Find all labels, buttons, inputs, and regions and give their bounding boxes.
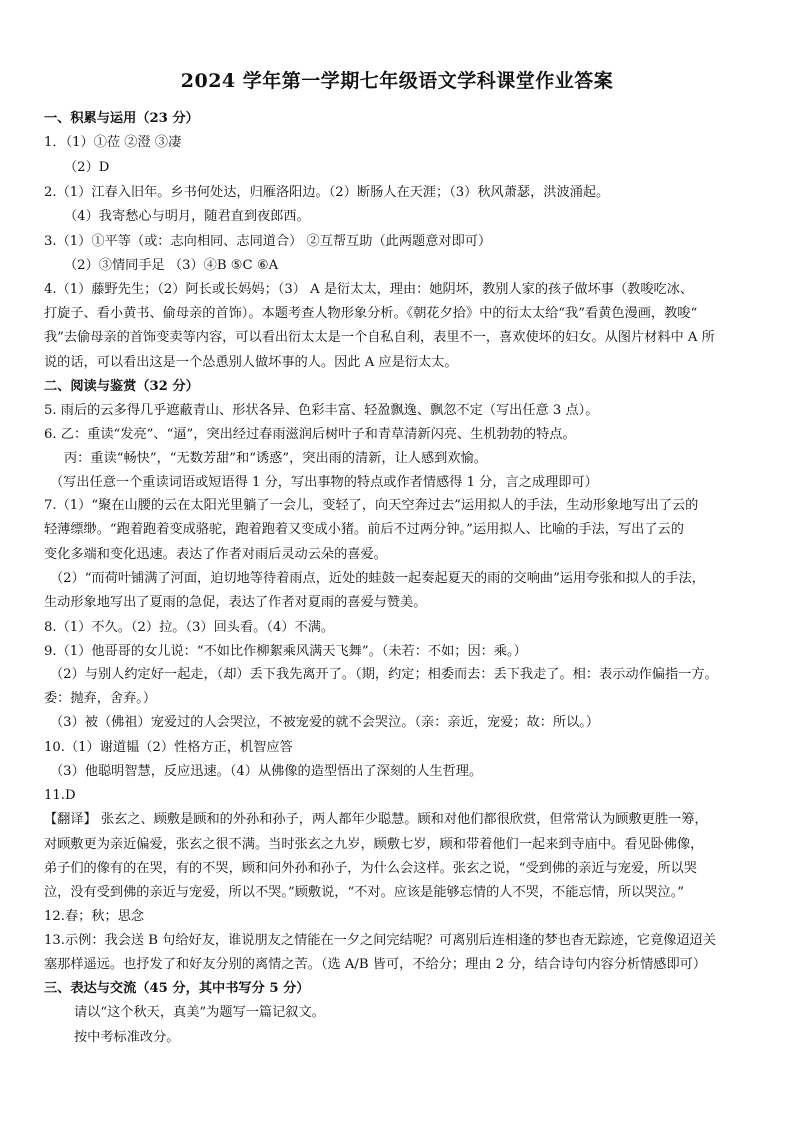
answer-line: 8.（1）不久。（2）拉。（3）回头看。（4）不满。 (44, 620, 335, 635)
answer-line: （3）他聪明智慧，反应迅速。（4）从佛像的造型悟出了深刻的人生哲理。 (50, 764, 483, 779)
section-heading-2: 二、阅读与鉴赏（32 分） (44, 379, 199, 394)
translation-line: 对顾敷更为亲近偏爱，张玄之很不满。当时张玄之九岁，顾敷七岁，顾和带着他们一起来到寺庙中。看见卧佛像， (44, 837, 704, 852)
answer-line: 请以“这个秋天，真美”为题写一篇记叙文。 (74, 1005, 325, 1020)
answer-line: 变化多端和变化迅速。表达了作者对雨后灵动云朵的喜爱。 (44, 547, 387, 562)
answer-line: （写出任意一个重读词语或短语得 1 分，写出事物的特点或作者情感得 1 分，言之成理即可） (50, 475, 598, 490)
answer-line: （2）③情同手足 （3）④B ⑤C ⑥A (64, 258, 279, 273)
answer-line: 委：抛弃，舍弃。） (44, 691, 157, 706)
answer-line: 2.（1）江春入旧年。乡书何处达，归雁洛阳边。（2）断肠人在天涯；（3）秋风萧瑟，洪波涌起。 (44, 185, 610, 200)
translation-line: 弟子们的像有的在哭，有的不哭，顾和问外孙和孙子，为什么会这样。张玄之说，“受到佛的亲近与宠爱，所以哭 (44, 861, 697, 876)
answer-line: 丙：重读“畅快”，“无数芳甜”和“诱惑”，突出雨的清新，让人感到欢愉。 (64, 451, 487, 466)
answer-line: 13.示例：我会送 B 句给好友，谁说朋友之情能在一夕之间完结呢？可离别后连相逢的梦也杳无踪迹，它竟像迢迢关 (44, 933, 717, 948)
answer-line: 说的话，可以看出这是一个怂恿别人做坏事的人。因此 A 应是衍太太。 (44, 355, 458, 370)
answer-line: 生动形象地写出了夏雨的急促，表达了作者对夏雨的喜爱与赞美。 (44, 595, 427, 610)
answer-line: （4）我寄愁心与明月，随君直到夜郎西。 (64, 209, 310, 224)
page-title: 2024 学年第一学期七年级语文学科课堂作业答案 (180, 70, 614, 92)
answer-line: 6. 乙：重读“发亮”、“逼”，突出经过春雨滋润后树叶子和青草清新闪亮、生机勃勃的特点。 (44, 427, 576, 442)
answer-line: 轻薄缥缈。“跑着跑着变成骆驼，跑着跑着又变成小猪。前后不过两分钟。”运用拟人、比喻的手法，写出了云的 (44, 522, 684, 537)
answer-line: 3.（1）①平等（或：志向相同、志同道合） ②互帮互助（此两题意对即可） (44, 234, 492, 249)
answer-line: 7.（1）“聚在山腰的云在太阳光里躺了一会儿，变轻了，向天空奔过去”运用拟人的手法，生动形象地写出了云的 (44, 498, 699, 513)
answer-line: （3）被（佛祖）宠爱过的人会哭泣，不被宠爱的就不会哭泣。（亲：亲近，宠爱；故：所以。） (50, 715, 600, 730)
answer-line: 4.（1）藤野先生；（2）阿长或长妈妈；（3） A 是衍太太，理由：她阴坏，教别人家的孩子做坏事（教唆吃冰、 (44, 282, 694, 297)
section-heading-3: 三、表达与交流（45 分，其中书写分 5 分） (44, 981, 310, 996)
answer-line: 12.春；秋；思念 (44, 909, 145, 924)
answer-line: （2）与别人约定好一起走，（却）丢下我先离开了。（期，约定；相委而去：丢下我走了。相：表示动作偏指一方。 (50, 667, 718, 682)
answer-line: 按中考标准改分。 (74, 1030, 180, 1045)
translation-line: 【翻译】 张玄之、顾敷是顾和的外孙和孙子，两人都年少聪慧。顾和对他们都很欣赏，但常常认为顾敷更胜一筹， (44, 812, 708, 827)
section-heading-1: 一、积累与运用（23 分） (44, 111, 199, 126)
answer-line: 我”去偷母亲的首饰变卖等内容，可以看出衍太太是一个自私自利，表里不一，喜欢使坏的妇女。从图片材料中 A 所 (44, 330, 715, 345)
translation-line: 泣，没有受到佛的亲近与宠爱，所以不哭。”顾敷说，“不对。应该是能够忘情的人不哭，不能忘情，所以哭泣。” (44, 885, 685, 900)
answer-line: （2）D (64, 160, 110, 175)
answer-line: 11.D (44, 788, 76, 803)
answer-line: （2）“而荷叶铺满了河面，迫切地等待着雨点，近处的蛙鼓一起奏起夏天的雨的交响曲”运用夸张和拟人的手法， (50, 571, 705, 586)
answer-line: 10.（1）谢道韫（2）性格方正，机智应答 (44, 740, 293, 755)
answer-line: 1．（1）①莅 ②澄 ③凄 (44, 135, 182, 150)
answer-line: 塞那样遥远。也抒发了和好友分别的离情之苦。（选 A/B 皆可，不给分；理由 2 分，结合诗句内容分析情感即可） (44, 957, 707, 972)
answer-line: 打旋子、看小黄书、偷母亲的首饰）。本题考查人物形象分析。《朝花夕拾》中的衍太太给“我”看黄色漫画，教唆“ (44, 306, 698, 321)
answer-line: 9.（1）他哥哥的女儿说：“不如比作柳絮乘风满天飞舞”。（未若：不如；因：乘。） (44, 644, 527, 659)
answer-line: 5. 雨后的云多得几乎遮蔽青山、形状各异、色彩丰富、轻盈飘逸、飘忽不定（写出任意 3 点）。 (44, 403, 599, 418)
